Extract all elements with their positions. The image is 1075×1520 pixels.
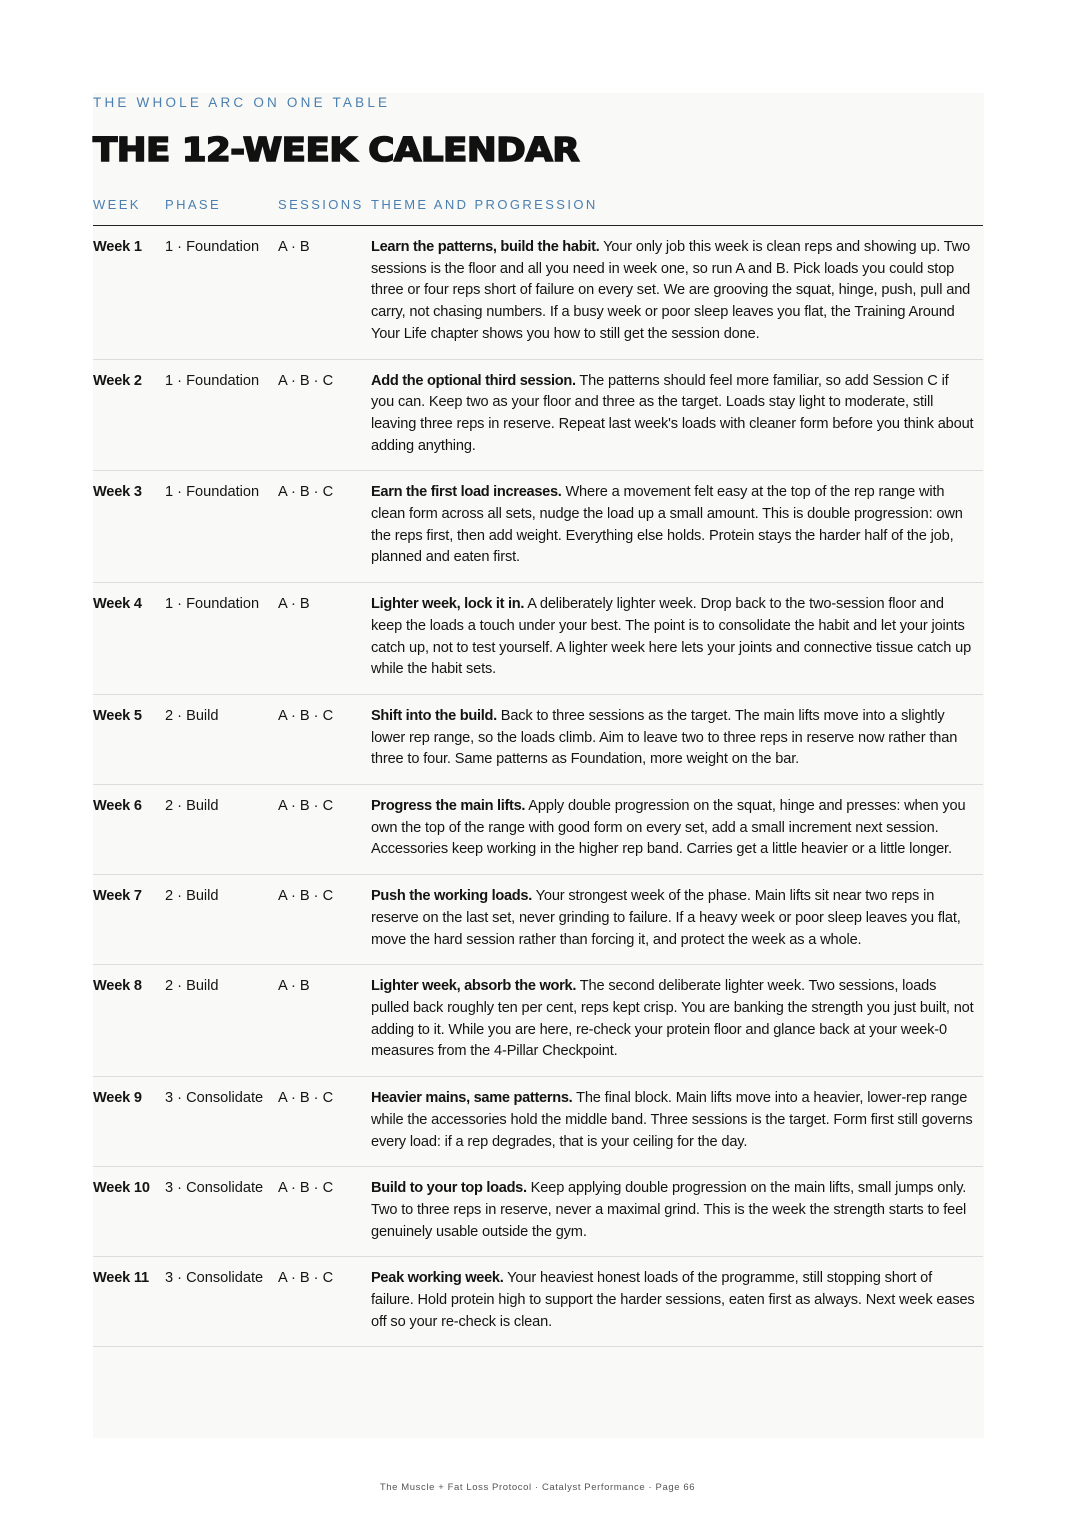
week-cell: Week 2 bbox=[93, 372, 142, 389]
theme-text: Where a movement felt easy at the top of the rep range with clean form across all sets, nudge the load up a small amount. This is double progression: own the reps first, then add weight. Everything else holds. Protein stays the harder half of the job, planned and eaten first. bbox=[371, 484, 963, 566]
theme-text: Keep applying double progression on the main lifts, small jumps only. Two to three reps in reserve, never a maximal grind. This is the week the strength starts to feel genuinely usable outside the gym. bbox=[371, 1180, 967, 1240]
theme-lead: Lighter week, lock it in. bbox=[371, 596, 525, 613]
theme-cell bbox=[371, 976, 983, 1063]
table-row bbox=[93, 583, 983, 695]
phase-cell: 3 · Consolidate bbox=[165, 1180, 264, 1197]
theme-text: Your only job this week is clean reps and showing up. Two sessions is the floor and all you need in week one, so run A and B. Pick loads you could stop three or four reps short of failure on every set. We are grooving the squat, hinge, push, pull and carry, not chasing numbers. If a busy week or poor sleep leaves you flat, the Training Around Your Life chapter shows you how to still get the session done. bbox=[371, 239, 971, 342]
table-row bbox=[93, 471, 983, 583]
week-cell: Week 4 bbox=[93, 596, 142, 613]
table-row bbox=[93, 1257, 983, 1347]
theme-lead: Build to your top loads. bbox=[371, 1180, 527, 1197]
sessions-cell: A · B · C bbox=[278, 888, 334, 905]
week-cell: Week 9 bbox=[93, 1090, 142, 1107]
table-row bbox=[93, 785, 983, 875]
week-cell: Week 8 bbox=[93, 978, 142, 995]
table-row bbox=[93, 226, 983, 360]
page-footer: The Muscle + Fat Loss Protocol · Catalyst Performance · Page 66 bbox=[379, 1482, 696, 1493]
phase-cell: 1 · Foundation bbox=[165, 484, 260, 501]
phase-cell: 3 · Consolidate bbox=[165, 1090, 264, 1107]
table-row bbox=[93, 1167, 983, 1257]
sessions-cell: A · B · C bbox=[278, 372, 334, 389]
phase-cell: 1 · Foundation bbox=[165, 596, 260, 613]
week-cell: Week 11 bbox=[93, 1270, 149, 1287]
theme-lead: Shift into the build. bbox=[371, 707, 497, 724]
theme-cell bbox=[371, 594, 983, 681]
theme-lead: Progress the main lifts. bbox=[371, 798, 526, 815]
theme-cell bbox=[371, 1268, 983, 1333]
phase-cell: 3 · Consolidate bbox=[165, 1270, 264, 1287]
sessions-cell: A · B · C bbox=[278, 1180, 334, 1197]
sessions-cell: A · B · C bbox=[278, 707, 334, 724]
column-header-sessions: SESSIONS bbox=[278, 197, 364, 212]
table-row bbox=[93, 1077, 983, 1167]
phase-cell: 2 · Build bbox=[165, 707, 219, 724]
week-cell: Week 3 bbox=[93, 484, 142, 501]
theme-cell bbox=[371, 796, 983, 861]
table-row bbox=[93, 875, 983, 965]
theme-text: Apply double progression on the squat, hinge and presses: when you own the top of the range with good form on every set, add a small increment next session. Accessories keep working in the higher rep band. Carries get a little heavier or a little longer. bbox=[371, 798, 966, 858]
week-cell: Week 10 bbox=[93, 1180, 150, 1197]
theme-lead: Learn the patterns, build the habit. bbox=[371, 239, 600, 255]
table-row bbox=[93, 965, 983, 1077]
theme-text: The patterns should feel more familiar, so add Session C if you can. Keep two as your floor and three as the target. Loads stay light to moderate, still leaving three reps in reserve. Repeat last week's loads with cleaner form before you think about adding anything. bbox=[371, 372, 974, 454]
theme-text: Your strongest week of the phase. Main lifts sit near two reps in reserve on the last set, never grinding to failure. If a heavy week or poor sleep leaves you flat, move the hard session rather than forcing it, and protect the week as a whole. bbox=[371, 888, 961, 948]
theme-cell bbox=[371, 1178, 983, 1243]
week-cell: Week 5 bbox=[93, 707, 142, 724]
phase-cell: 1 · Foundation bbox=[165, 239, 260, 255]
phase-cell: 2 · Build bbox=[165, 798, 219, 815]
table-header bbox=[93, 196, 983, 226]
theme-text: The final block. Main lifts move into a heavier, lower-rep range while the accessories hold the middle band. Three sessions is the target. Form first still governs every load: if a rep degrades, that is your ceiling for the day. bbox=[371, 1090, 973, 1150]
column-header-phase: PHASE bbox=[165, 197, 222, 212]
sessions-cell: A · B · C bbox=[278, 1090, 334, 1107]
theme-lead: Earn the first load increases. bbox=[371, 484, 562, 501]
theme-lead: Add the optional third session. bbox=[371, 372, 576, 389]
section-eyebrow: THE WHOLE ARC ON ONE TABLE bbox=[93, 95, 391, 110]
table-row bbox=[93, 360, 983, 472]
sessions-cell: A · B bbox=[278, 239, 310, 255]
sessions-cell: A · B · C bbox=[278, 798, 334, 815]
column-header-week: WEEK bbox=[93, 197, 141, 212]
theme-lead: Heavier mains, same patterns. bbox=[371, 1090, 573, 1107]
theme-cell bbox=[371, 1088, 983, 1153]
phase-cell: 1 · Foundation bbox=[165, 372, 260, 389]
calendar-table bbox=[93, 196, 983, 1347]
theme-text: Your heaviest honest loads of the programme, still stopping short of failure. Hold protein high to support the harder sessions, eaten first as always. Next week eases off so your re-check is clean. bbox=[371, 1270, 975, 1330]
theme-lead: Lighter week, absorb the work. bbox=[371, 978, 577, 995]
theme-text: The second deliberate lighter week. Two sessions, loads pulled back roughly ten per cent, reps kept crisp. You are banking the strength you just built, not adding to it. While you are here, re-check your protein floor and glance back at your week-0 measures from the 4-Pillar Checkpoint. bbox=[371, 978, 974, 1060]
theme-lead: Push the working loads. bbox=[371, 888, 532, 905]
theme-text: A deliberately lighter week. Drop back to the two-session floor and keep the loads a touch under your best. The point is to consolidate the habit and let your joints catch up, not to test yourself. A lighter week here lets your joints and connective tissue catch up while the habit sets. bbox=[371, 596, 972, 678]
sessions-cell: A · B bbox=[278, 978, 310, 995]
week-cell: Week 7 bbox=[93, 888, 142, 905]
phase-cell: 2 · Build bbox=[165, 888, 219, 905]
theme-text: Back to three sessions as the target. The main lifts move into a slightly lower rep range, so the loads climb. Aim to leave two to three reps in reserve now rather than three to four. Same patterns as Foundation, more weight on the bar. bbox=[371, 707, 958, 768]
page-title: THE 12-WEEK CALENDAR bbox=[93, 130, 580, 169]
theme-cell bbox=[371, 482, 983, 569]
theme-lead: Peak working week. bbox=[371, 1270, 504, 1287]
theme-cell bbox=[371, 371, 983, 458]
table-row bbox=[93, 695, 983, 785]
theme-cell bbox=[371, 237, 983, 346]
sessions-cell: A · B · C bbox=[278, 484, 334, 501]
sessions-cell: A · B bbox=[278, 596, 310, 613]
week-cell: Week 1 bbox=[93, 239, 142, 255]
week-cell: Week 6 bbox=[93, 798, 142, 815]
theme-cell bbox=[371, 886, 983, 951]
column-header-theme: THEME AND PROGRESSION bbox=[371, 197, 598, 212]
sessions-cell: A · B · C bbox=[278, 1270, 334, 1287]
phase-cell: 2 · Build bbox=[165, 978, 219, 995]
theme-cell bbox=[371, 706, 983, 771]
